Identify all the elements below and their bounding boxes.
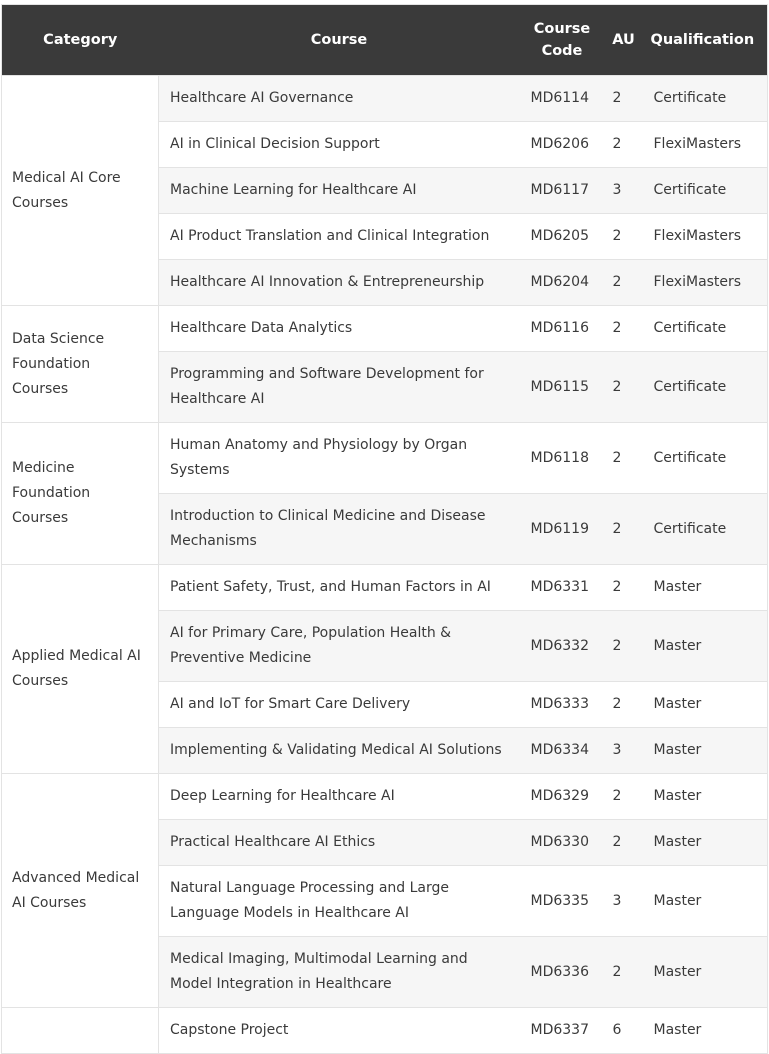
qualification-cell: Master — [643, 728, 768, 774]
course-line: Systems — [170, 462, 230, 478]
course-cell: Healthcare AI Governance — [159, 76, 520, 122]
course-cell: Patient Safety, Trust, and Human Factors in AI — [159, 565, 520, 611]
table-header — [2, 5, 768, 76]
category-line: Courses — [12, 380, 69, 397]
code-cell: MD6118 — [520, 423, 605, 494]
category-cell — [2, 306, 159, 423]
category-cell — [2, 423, 159, 565]
course-cell: Healthcare Data Analytics — [159, 306, 520, 352]
au-cell: 2 — [605, 611, 643, 682]
category-line: Applied Medical AI — [12, 648, 141, 664]
course-line: Human Anatomy and Physiology by Organ — [170, 437, 468, 453]
category-line: Courses — [12, 194, 69, 211]
code-cell: MD6115 — [520, 352, 605, 423]
qualification-cell: FlexiMasters — [643, 260, 768, 306]
code-cell: MD6335 — [520, 866, 605, 937]
category-line: Advanced Medical — [12, 869, 140, 886]
au-cell: 6 — [605, 1008, 643, 1054]
category-line: Foundation — [12, 355, 91, 372]
table-row — [2, 774, 768, 820]
au-cell: 3 — [605, 168, 643, 214]
course-line: Programming and Software Development for — [170, 366, 484, 382]
qualification-cell: Master — [643, 774, 768, 820]
course-table — [1, 4, 768, 1054]
category-line: Courses — [12, 510, 69, 526]
course-line: Medical Imaging, Multimodal Learning and — [170, 951, 468, 967]
course-cell: AI and IoT for Smart Care Delivery — [159, 682, 520, 728]
qualification-cell: Master — [643, 611, 768, 682]
au-cell: 2 — [605, 937, 643, 1008]
header-category: Category — [2, 5, 159, 76]
code-cell: MD6330 — [520, 820, 605, 866]
course-cell: Practical Healthcare AI Ethics — [159, 820, 520, 866]
course-cell: Healthcare AI Innovation & Entrepreneurship — [159, 260, 520, 306]
qualification-cell: Certificate — [643, 352, 768, 423]
table-row — [2, 306, 768, 352]
code-cell: MD6331 — [520, 565, 605, 611]
code-cell: MD6333 — [520, 682, 605, 728]
header-code-line2: Code — [541, 43, 583, 59]
code-cell: MD6336 — [520, 937, 605, 1008]
course-line: Language Models in Healthcare AI — [170, 905, 409, 921]
au-cell: 2 — [605, 214, 643, 260]
code-cell: MD6205 — [520, 214, 605, 260]
au-cell: 3 — [605, 728, 643, 774]
course-line: Preventive Medicine — [170, 650, 312, 666]
course-line: Healthcare AI — [170, 391, 265, 407]
header-au: AU — [605, 5, 643, 76]
qualification-cell: FlexiMasters — [643, 122, 768, 168]
au-cell: 2 — [605, 820, 643, 866]
category-cell — [2, 76, 159, 306]
qualification-cell: Certificate — [643, 168, 768, 214]
header-code-line1: Course — [533, 21, 591, 37]
au-cell: 2 — [605, 122, 643, 168]
qualification-cell: FlexiMasters — [643, 214, 768, 260]
course-cell — [159, 352, 520, 423]
code-cell: MD6337 — [520, 1008, 605, 1054]
course-cell — [159, 423, 520, 494]
qualification-cell: Certificate — [643, 76, 768, 122]
au-cell: 2 — [605, 352, 643, 423]
qualification-cell: Master — [643, 937, 768, 1008]
category-cell — [2, 774, 159, 1008]
code-cell: MD6114 — [520, 76, 605, 122]
category-cell — [2, 565, 159, 774]
course-line: Model Integration in Healthcare — [170, 976, 392, 992]
qualification-cell: Master — [643, 820, 768, 866]
code-cell: MD6116 — [520, 306, 605, 352]
table-row — [2, 565, 768, 611]
header-qualification: Qualification — [643, 5, 768, 76]
code-cell: MD6119 — [520, 494, 605, 565]
code-cell: MD6204 — [520, 260, 605, 306]
table-row — [2, 76, 768, 122]
course-cell: Capstone Project — [159, 1008, 520, 1054]
header-course: Course — [159, 5, 520, 76]
category-line: Courses — [12, 673, 69, 689]
category-line: AI Courses — [12, 894, 87, 911]
qualification-cell: Master — [643, 866, 768, 937]
au-cell: 2 — [605, 423, 643, 494]
course-line: Mechanisms — [170, 533, 257, 549]
qualification-cell: Master — [643, 565, 768, 611]
code-cell: MD6332 — [520, 611, 605, 682]
course-line: AI for Primary Care, Population Health & — [170, 625, 452, 641]
au-cell: 2 — [605, 774, 643, 820]
code-cell: MD6206 — [520, 122, 605, 168]
code-cell: MD6334 — [520, 728, 605, 774]
course-cell — [159, 494, 520, 565]
au-cell: 2 — [605, 494, 643, 565]
course-line: Introduction to Clinical Medicine and Disease — [170, 508, 486, 524]
au-cell: 2 — [605, 306, 643, 352]
course-cell: AI Product Translation and Clinical Integration — [159, 214, 520, 260]
table-row — [2, 423, 768, 494]
course-cell: Implementing & Validating Medical AI Solutions — [159, 728, 520, 774]
category-line: Foundation — [12, 485, 91, 501]
qualification-cell: Certificate — [643, 423, 768, 494]
au-cell: 2 — [605, 260, 643, 306]
au-cell: 2 — [605, 76, 643, 122]
category-line: Data Science — [12, 330, 105, 347]
au-cell: 3 — [605, 866, 643, 937]
category-line: Medical AI Core — [12, 169, 121, 186]
code-cell: MD6329 — [520, 774, 605, 820]
course-line: Natural Language Processing and Large — [170, 880, 450, 896]
course-cell: Deep Learning for Healthcare AI — [159, 774, 520, 820]
code-cell: MD6117 — [520, 168, 605, 214]
course-cell: Machine Learning for Healthcare AI — [159, 168, 520, 214]
course-cell — [159, 866, 520, 937]
qualification-cell: Certificate — [643, 306, 768, 352]
table-row — [2, 1008, 768, 1054]
course-cell: AI in Clinical Decision Support — [159, 122, 520, 168]
au-cell: 2 — [605, 565, 643, 611]
course-cell — [159, 611, 520, 682]
category-line: Medicine — [12, 460, 75, 476]
header-course-code — [520, 5, 605, 76]
qualification-cell: Master — [643, 682, 768, 728]
au-cell: 2 — [605, 682, 643, 728]
table-body — [2, 76, 768, 1054]
category-cell — [2, 1008, 159, 1054]
course-cell — [159, 937, 520, 1008]
qualification-cell: Master — [643, 1008, 768, 1054]
qualification-cell: Certificate — [643, 494, 768, 565]
